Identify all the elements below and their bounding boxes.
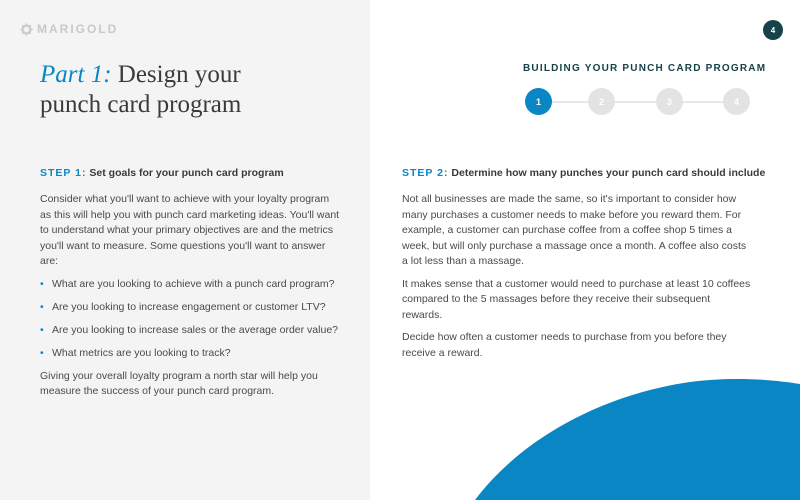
title-line1: Design your [111,61,241,88]
step1-intro: Consider what you'll want to achieve with your loyalty program as this will help you with punch card marketing ideas. You'll want to understand what your primary objectives are and the metrics you'll want to measure. Some questions you'll want to answer are: [40,193,340,267]
steps-connector-line [539,101,737,103]
step1-heading [40,167,284,179]
step1-bullet-list [40,277,340,362]
list-item: • Are you looking to increase sales or the average order value? [40,323,340,339]
list-item: • What metrics are you looking to track? [40,346,340,362]
brand-name: MARIGOLD [37,22,119,36]
page-number-badge: 4 [763,20,783,40]
step-indicator-4[interactable]: 4 [723,88,750,115]
step1-number: STEP 1: [40,167,87,179]
program-steps [525,88,751,116]
title-line2: punch card program [40,91,242,118]
step-indicator-3[interactable]: 3 [656,88,683,115]
page-title [40,60,241,120]
step2-number: STEP 2: [402,167,449,179]
step1-closing: Giving your overall loyalty program a north star will help you measure the success of your punch card program. [40,369,318,397]
step-indicator-2[interactable]: 2 [588,88,615,115]
step2-paragraph-1: Not all businesses are made the same, so it's important to consider how many purchases a customer needs to make before you reward them. For example, a customer can purchase coffee from a coffee shop 5 times a week, but will only purchase a massage once a month. A coffee also costs a lot less than a massage. [402,193,747,267]
step2-body [402,192,752,361]
step1-title: Set goals for your punch card program [89,167,284,179]
brand-logo [20,22,118,36]
step2-paragraph-3: Decide how often a customer needs to purchase from you before they receive a reward. [402,331,727,359]
gear-icon [20,23,33,36]
step2-heading [402,167,765,179]
title-accent: Part 1: [40,61,112,88]
program-heading: BUILDING YOUR PUNCH CARD PROGRAM [523,63,767,74]
step-indicator-1[interactable]: 1 [525,88,552,115]
step2-paragraph-2: It makes sense that a customer would need to purchase at least 10 coffees compared to the 5 massages before they receive their subsequent rewards. [402,277,751,321]
list-item: • Are you looking to increase engagement or customer LTV? [40,300,340,316]
list-item: • What are you looking to achieve with a punch card program? [40,277,340,293]
step1-body [40,192,340,400]
step2-title: Determine how many punches your punch card should include [451,167,766,179]
